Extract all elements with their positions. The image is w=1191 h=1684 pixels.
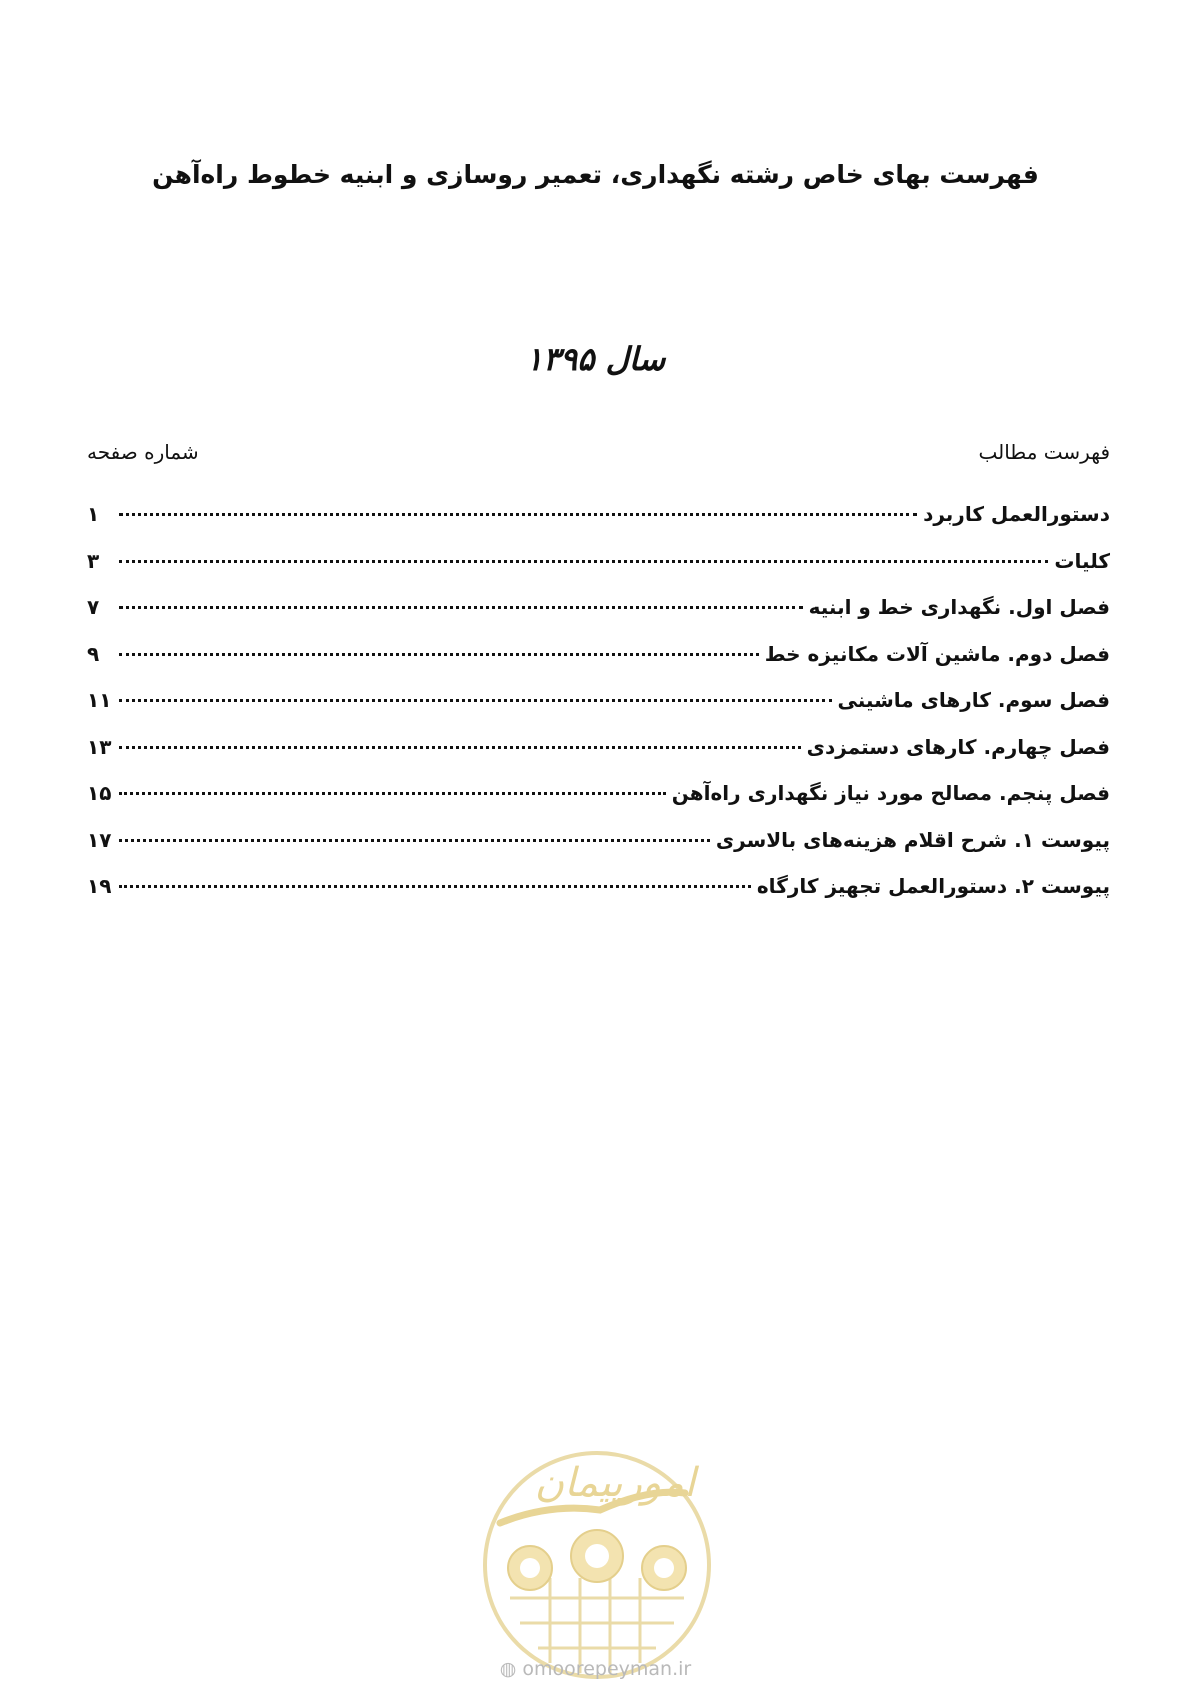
toc-entry-label: کلیات bbox=[1054, 548, 1110, 573]
toc-entry-page: ۱۵ bbox=[87, 781, 112, 805]
watermark-url bbox=[0, 1658, 1191, 1680]
toc-entry-label: پیوست ۱. شرح اقلام هزینه‌های بالاسری bbox=[715, 827, 1110, 852]
toc-entry[interactable] bbox=[87, 595, 1110, 642]
document-year: سال ۱۳۹۵ bbox=[525, 340, 666, 378]
toc-entry[interactable] bbox=[87, 549, 1110, 596]
toc-entry[interactable] bbox=[87, 781, 1110, 828]
toc-entry[interactable] bbox=[87, 642, 1110, 689]
toc-entry[interactable] bbox=[87, 828, 1110, 875]
toc-entry[interactable] bbox=[87, 502, 1110, 549]
toc-entry-label: دستورالعمل کاربرد bbox=[923, 502, 1110, 526]
toc-entry-label: فصل پنجم. مصالح مورد نیاز نگهداری راه‌آهن bbox=[671, 781, 1110, 805]
globe-icon: ◍ bbox=[499, 1658, 517, 1680]
leader-dots bbox=[119, 560, 1048, 563]
watermark-url-text: omoorepeyman.ir bbox=[522, 1658, 692, 1680]
toc-header bbox=[87, 440, 1110, 470]
leader-dots bbox=[119, 653, 759, 656]
toc-entry-label: پیوست ۲. دستورالعمل تجهیز کارگاه bbox=[756, 874, 1110, 898]
toc-entry-page: ۹ bbox=[87, 641, 100, 666]
toc-entry-page: ۱۱ bbox=[87, 688, 112, 712]
leader-dots bbox=[119, 746, 801, 749]
leader-dots bbox=[119, 699, 832, 702]
toc-entry-page: ۱۹ bbox=[87, 874, 112, 898]
toc-page-number-heading: شماره صفحه bbox=[87, 440, 199, 464]
leader-dots bbox=[119, 885, 751, 888]
leader-dots bbox=[119, 839, 710, 842]
leader-dots bbox=[119, 606, 803, 609]
toc-entry-label: فصل اول. نگهداری خط و ابنیه bbox=[808, 595, 1110, 619]
toc-entry-page: ۱ bbox=[87, 502, 100, 526]
toc-entry[interactable] bbox=[87, 688, 1110, 735]
watermark-logo bbox=[480, 1448, 714, 1682]
toc-entry-label: فصل سوم. کارهای ماشینی bbox=[837, 688, 1110, 712]
watermark-logo-text: امورپیمان bbox=[534, 1460, 696, 1506]
toc-entry-page: ۳ bbox=[87, 548, 100, 573]
toc-entry[interactable] bbox=[87, 874, 1110, 921]
toc-entry-page: ۱۷ bbox=[87, 827, 112, 852]
toc-entry-label: فصل چهارم. کارهای دستمزدی bbox=[806, 734, 1110, 759]
toc-entry-label: فصل دوم. ماشین آلات مکانیزه خط bbox=[764, 641, 1110, 666]
document-title: فهرست بهای خاص رشته نگهداری، تعمیر روسازی و ابنیه خطوط راه‌آهن bbox=[152, 160, 1039, 189]
toc-entry[interactable] bbox=[87, 735, 1110, 782]
toc-contents-heading: فهرست مطالب bbox=[978, 440, 1110, 464]
toc-entry-page: ۱۳ bbox=[87, 734, 112, 759]
table-of-contents bbox=[87, 502, 1110, 921]
leader-dots bbox=[119, 513, 917, 516]
leader-dots bbox=[119, 792, 666, 795]
toc-entry-page: ۷ bbox=[87, 595, 100, 619]
